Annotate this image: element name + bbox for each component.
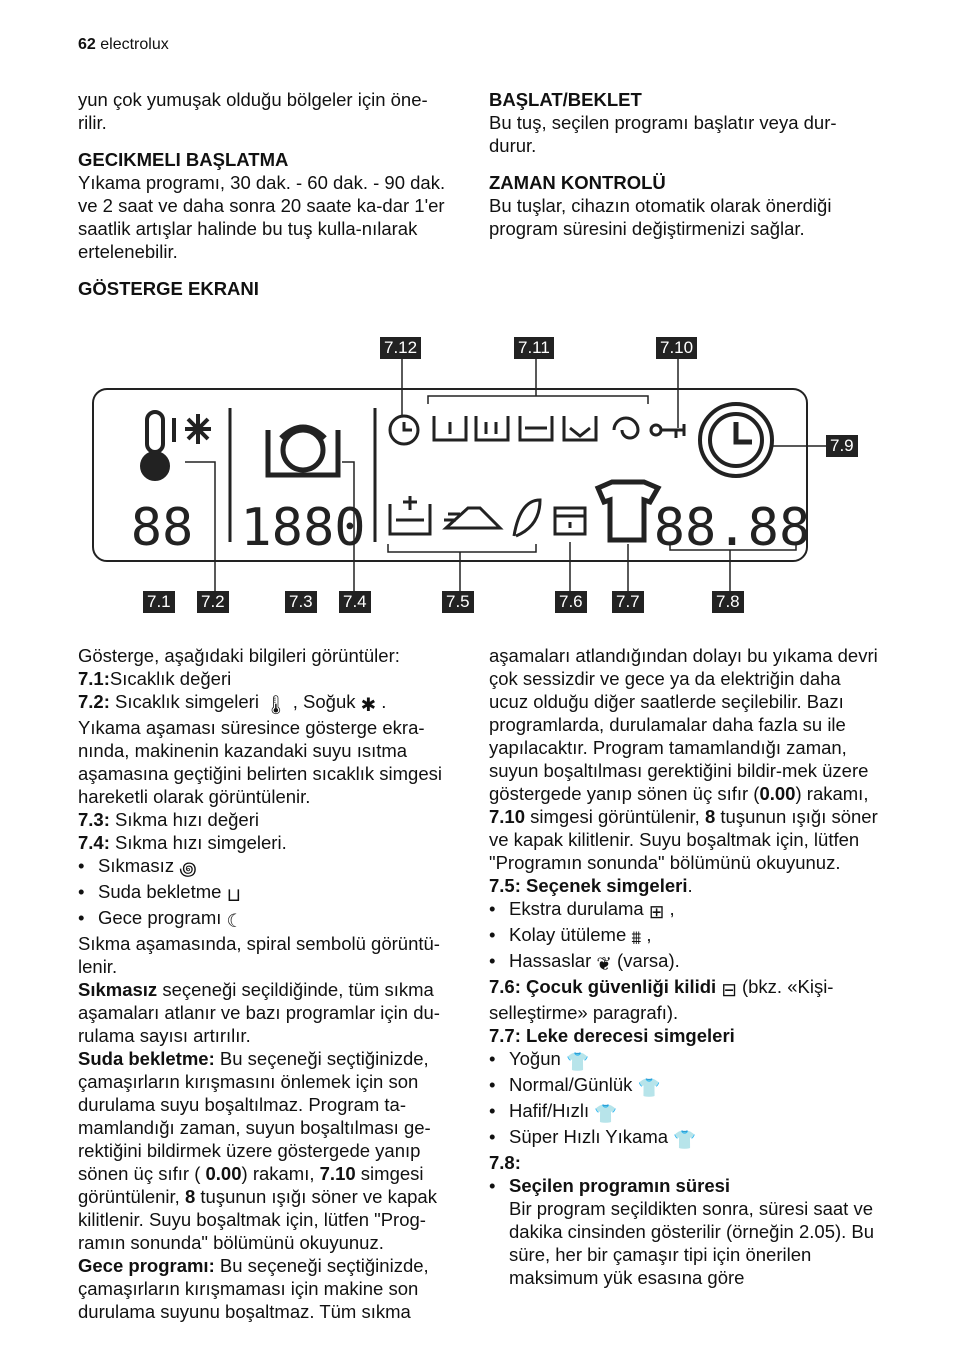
child-lock-icon: ⊟ [721,979,737,1000]
shirt-icon: 👕 [637,1077,661,1098]
list-item: • Süper Hızlı Yıkama 👕 [489,1125,879,1151]
list-item: • Seçilen programın süresi [489,1174,879,1197]
delicate-icon: ❦ [596,953,612,974]
item-7-6: 7.6: Çocuk güvenliği kilidi ⊟ (bkz. «Kişi-selleştirme» paragrafı). [489,976,834,1023]
page-number: 62 [78,36,96,53]
duration-text: Bir program seçildikten sonra, süresi saat ve dakika cinsinden gösterilir (örneğin 2.05). Bu süre, her bir çamaşır tipi için önerilen maksimum yük esasına göre [509,1198,875,1288]
drum-spin-icon [268,427,338,475]
tag-7-7: 7.7 [612,591,644,613]
top-right-column [489,88,869,240]
intro-text: yun çok yumuşak olduğu bölgeler için öne- rilir. [78,89,428,133]
list-item: • Yoğun 👕 [489,1047,879,1073]
tag-7-9: 7.9 [826,435,858,457]
no-spin-icon: ꩜ [179,858,197,879]
tag-7-12: 7.12 [380,337,421,359]
item-7-7: 7.7: Leke derecesi simgeleri [489,1025,735,1046]
list-item: • Hafif/Hızlı 👕 [489,1099,879,1125]
night-note: Gece programı: Bu seçeneği seçtiğinizde, çamaşırların kırışmaması için makine son durulama suyunu boşaltmaz. Tüm sıkma [78,1255,429,1322]
item-7-2-text: Yıkama aşaması süresince gösterge ekra-nında, makinenin kazandaki suyu ısıtma aşamasına geçtiğini belirten sıcaklık simgesi hareketli olarak görüntülenir. [78,717,442,807]
snowflake-icon [185,414,211,444]
continued-text: aşamaları atlandığından dolayı bu yıkama devri çok sessizdir ve gece ya da elektriğin daha ucuz olduğu diğer saatlerde seçilebilir. Bazı programlarda, durulamalar daha fazla su ile yapılacaktır. Program tamamlandığı zaman, suyun boşaltılması gerektiğini bildir-mek üzere göstergede yanıp sönen üç sıfır (0.00) rakamı, 7.10 simgesi görüntülenir, 8 tuşunun ışığı söner ve kapak kilitlenir. Suyu boşaltmak için, lütfen "Programın sonunda" bölümünü okuyunuz. [489,645,878,873]
list-item: • Ekstra durulama ⊞ , [489,897,879,923]
top-left-column [78,88,458,300]
cold-icon: ✱ [360,694,377,715]
start-heading: BAŞLAT/BEKLET [489,89,642,110]
tag-7-3: 7.3 [285,591,317,613]
bottom-right-column [489,644,879,1289]
tag-7-1: 7.1 [143,591,175,613]
time-text: Bu tuşlar, cihazın otomatik olarak önerdiği program süresini değiştirmenizi sağlar. [489,195,832,239]
shirt-icon: 👕 [565,1051,589,1072]
item-7-2: 7.2: Sıcaklık simgeleri 🌡 , Soğuk ✱ . [78,691,387,715]
soak-icon [564,416,596,440]
no-spin-note: Sıkmasız seçeneği seçildiğinde, tüm sıkma aşamaları atlanır ve bazı programlar için du-rulama sayısı artırılır. [78,979,440,1046]
list-item: • Kolay ütüleme ⩩ , [489,923,879,949]
spin-digits: 1880 [240,498,366,558]
tag-7-8: 7.8 [712,591,744,613]
extra-rinse-icon [390,496,430,534]
display-heading: GÖSTERGE EKRANI [78,278,259,299]
child-lock-icon [555,508,585,534]
rinse-hold-icon: ⊔ [226,884,241,905]
prewash-icon [434,416,466,440]
easy-iron-icon: ⩩ [631,927,642,948]
thermometer-icon: 🌡 [264,694,288,715]
list-item: • Hassaslar ❦ (varsa). [489,949,879,975]
tag-7-10: 7.10 [656,337,697,359]
delay-heading: GECIKMELI BAŞLATMA [78,149,289,170]
thermometer-icon [142,412,186,479]
bottom-left-column [78,644,468,1323]
tag-7-5: 7.5 [442,591,474,613]
shirt-icon: 👕 [594,1103,618,1124]
item-7-1: 7.1:Sıcaklık değeri [78,668,232,689]
delay-text: Yıkama programı, 30 dak. - 60 dak. - 90 dak. ve 2 saat ve daha sonra 20 saate ka-dar 1'er saatlik artışlar halinde bu tuş kulla-nılarak ertelenebilir. [78,172,446,262]
time-digits: 88.88 [653,498,811,558]
list-item: • Suda bekletme ⊔ [78,880,468,906]
page-header [78,36,169,54]
start-text: Bu tuş, seçilen programı başlatır veya dur-durur. [489,112,837,156]
tag-7-11: 7.11 [514,337,554,359]
key-icon [651,425,661,435]
item-7-5: 7.5: Seçenek simgeleri. [489,875,693,896]
display-intro: Gösterge, aşağıdaki bilgileri görüntüler: [78,645,400,666]
spin-note: Sıkma aşamasında, spiral sembolü görüntü-lenir. [78,933,440,977]
rinse-hold-note: Suda bekletme: Bu seçeneği seçtiğinizde, çamaşırların kırışmasını önlemek için son durulama suyu boşaltılmaz. Program ta-mamlandığı zaman, suyun boşaltılması ge-rektiğini bildirmek üzere göstergede yanıp sönen üç sıfır ( 0.00) rakamı, 7.10 simgesi görüntülenir, 8 tuşunun ışığı söner ve kapak kilitlenir. Suyu boşaltmak için, lütfen "Prog-ramın sonunda" bölümünü okuyunuz. [78,1048,437,1253]
temp-digits: 88 [130,498,194,558]
easy-iron-icon [444,508,500,528]
list-item: • Gece programı ☾ [78,906,468,932]
tag-7-4: 7.4 [339,591,371,613]
display-diagram [0,330,954,620]
item-7-4: 7.4: Sıkma hızı simgeleri. [78,832,287,853]
tag-7-6: 7.6 [555,591,587,613]
time-heading: ZAMAN KONTROLÜ [489,172,666,193]
tag-7-2: 7.2 [197,591,229,613]
mainwash-icon [476,416,508,440]
rinse-icon [520,416,552,440]
item-7-3: 7.3: Sıkma hızı değeri [78,809,259,830]
item-7-8: 7.8: [489,1152,521,1173]
shirt-icon: 👕 [673,1129,697,1150]
shirt-icon [598,482,658,540]
delicate-icon [514,500,540,536]
brand-name: electrolux [100,36,169,53]
list-item: • Normal/Günlük 👕 [489,1073,879,1099]
night-icon: ☾ [226,910,244,931]
spiral-icon [614,418,638,438]
extra-rinse-icon: ⊞ [648,901,665,922]
list-item: • Sıkmasız ꩜ [78,854,468,880]
